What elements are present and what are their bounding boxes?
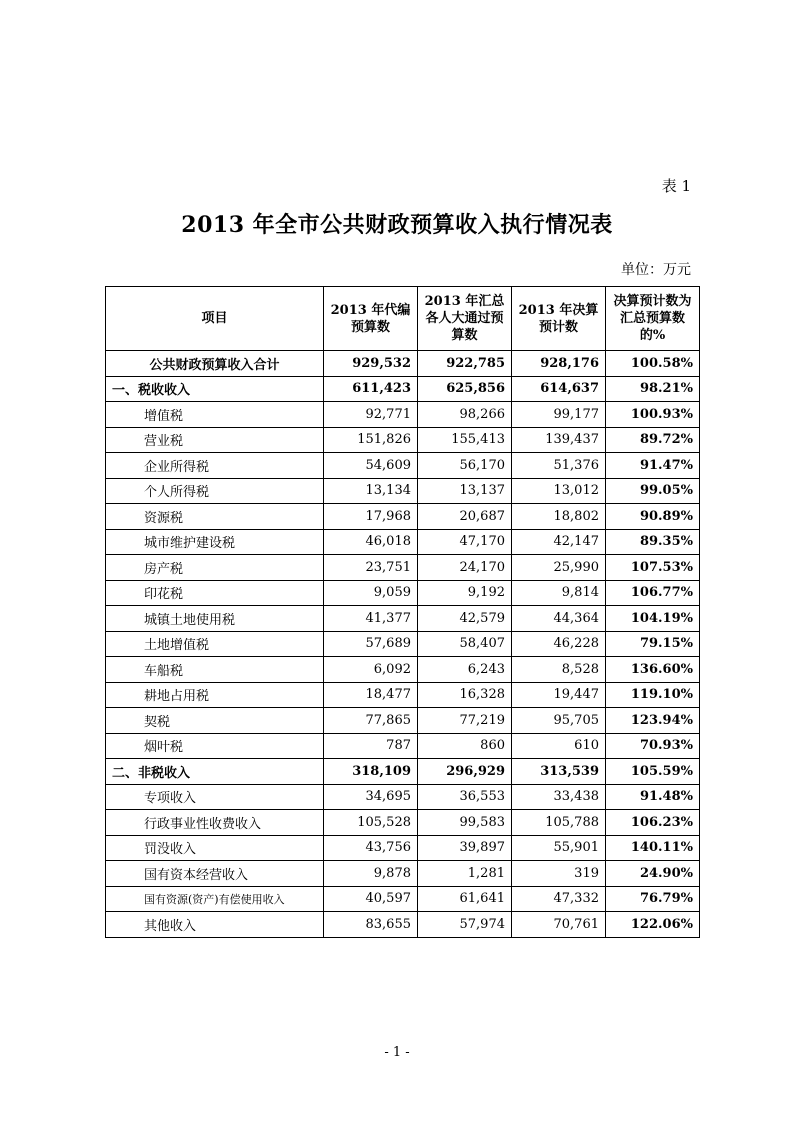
table-row <box>106 810 700 836</box>
final-estimate-value: 95,705 <box>512 708 606 734</box>
header-approved-budget: 2013 年汇总各人大通过预算数 <box>418 287 512 351</box>
final-estimate-value: 46,228 <box>512 631 606 657</box>
row-name: 二、非税收入 <box>106 759 324 785</box>
compiled-budget-value: 34,695 <box>324 784 418 810</box>
table-row <box>106 631 700 657</box>
percentage-value: 98.21% <box>606 376 700 402</box>
table-row <box>106 835 700 861</box>
final-estimate-value: 19,447 <box>512 682 606 708</box>
row-name: 罚没收入 <box>106 835 324 861</box>
approved-budget-value: 57,974 <box>418 912 512 938</box>
approved-budget-value: 98,266 <box>418 402 512 428</box>
approved-budget-value: 860 <box>418 733 512 759</box>
percentage-value: 91.47% <box>606 453 700 479</box>
compiled-budget-value: 6,092 <box>324 657 418 683</box>
compiled-budget-value: 611,423 <box>324 376 418 402</box>
final-estimate-value: 610 <box>512 733 606 759</box>
percentage-value: 79.15% <box>606 631 700 657</box>
row-name: 国有资本经营收入 <box>106 861 324 887</box>
compiled-budget-value: 23,751 <box>324 555 418 581</box>
header-compiled-budget: 2013 年代编预算数 <box>324 287 418 351</box>
row-name: 个人所得税 <box>106 478 324 504</box>
final-estimate-value: 47,332 <box>512 886 606 912</box>
compiled-budget-value: 83,655 <box>324 912 418 938</box>
approved-budget-value: 24,170 <box>418 555 512 581</box>
final-estimate-value: 139,437 <box>512 427 606 453</box>
percentage-value: 76.79% <box>606 886 700 912</box>
percentage-value: 105.59% <box>606 759 700 785</box>
compiled-budget-value: 18,477 <box>324 682 418 708</box>
table-row <box>106 759 700 785</box>
percentage-value: 24.90% <box>606 861 700 887</box>
final-estimate-value: 105,788 <box>512 810 606 836</box>
final-estimate-value: 33,438 <box>512 784 606 810</box>
compiled-budget-value: 105,528 <box>324 810 418 836</box>
approved-budget-value: 20,687 <box>418 504 512 530</box>
header-final-estimate: 2013 年决算预计数 <box>512 287 606 351</box>
row-name: 增值税 <box>106 402 324 428</box>
row-name: 专项收入 <box>106 784 324 810</box>
compiled-budget-value: 787 <box>324 733 418 759</box>
percentage-value: 123.94% <box>606 708 700 734</box>
percentage-value: 104.19% <box>606 606 700 632</box>
table-row <box>106 606 700 632</box>
approved-budget-value: 1,281 <box>418 861 512 887</box>
row-name: 耕地占用税 <box>106 682 324 708</box>
percentage-value: 122.06% <box>606 912 700 938</box>
approved-budget-value: 6,243 <box>418 657 512 683</box>
table-row <box>106 657 700 683</box>
table-row <box>106 886 700 912</box>
approved-budget-value: 58,407 <box>418 631 512 657</box>
final-estimate-value: 70,761 <box>512 912 606 938</box>
row-name: 企业所得税 <box>106 453 324 479</box>
percentage-value: 106.23% <box>606 810 700 836</box>
row-name: 烟叶税 <box>106 733 324 759</box>
approved-budget-value: 61,641 <box>418 886 512 912</box>
approved-budget-value: 296,929 <box>418 759 512 785</box>
final-estimate-value: 44,364 <box>512 606 606 632</box>
table-row <box>106 912 700 938</box>
final-estimate-value: 928,176 <box>512 351 606 377</box>
approved-budget-value: 99,583 <box>418 810 512 836</box>
row-name: 其他收入 <box>106 912 324 938</box>
table-row <box>106 402 700 428</box>
compiled-budget-value: 13,134 <box>324 478 418 504</box>
final-estimate-value: 614,637 <box>512 376 606 402</box>
compiled-budget-value: 17,968 <box>324 504 418 530</box>
percentage-value: 70.93% <box>606 733 700 759</box>
compiled-budget-value: 9,059 <box>324 580 418 606</box>
row-name: 城市维护建设税 <box>106 529 324 555</box>
page-number: - 1 - <box>384 1045 410 1060</box>
percentage-value: 119.10% <box>606 682 700 708</box>
approved-budget-value: 16,328 <box>418 682 512 708</box>
row-name: 公共财政预算收入合计 <box>106 351 324 377</box>
row-name: 房产税 <box>106 555 324 581</box>
header-percentage: 决算预计数为汇总预算数的% <box>606 287 700 351</box>
table-row <box>106 733 700 759</box>
final-estimate-value: 313,539 <box>512 759 606 785</box>
percentage-value: 99.05% <box>606 478 700 504</box>
table-row <box>106 708 700 734</box>
approved-budget-value: 39,897 <box>418 835 512 861</box>
approved-budget-value: 47,170 <box>418 529 512 555</box>
compiled-budget-value: 57,689 <box>324 631 418 657</box>
percentage-value: 136.60% <box>606 657 700 683</box>
table-row <box>106 529 700 555</box>
compiled-budget-value: 318,109 <box>324 759 418 785</box>
table-label: 表 1 <box>661 177 691 195</box>
table-row <box>106 682 700 708</box>
final-estimate-value: 25,990 <box>512 555 606 581</box>
percentage-value: 100.58% <box>606 351 700 377</box>
percentage-value: 107.53% <box>606 555 700 581</box>
compiled-budget-value: 9,878 <box>324 861 418 887</box>
approved-budget-value: 42,579 <box>418 606 512 632</box>
row-name: 车船税 <box>106 657 324 683</box>
final-estimate-value: 55,901 <box>512 835 606 861</box>
approved-budget-value: 77,219 <box>418 708 512 734</box>
budget-table <box>105 286 700 938</box>
final-estimate-value: 18,802 <box>512 504 606 530</box>
approved-budget-value: 36,553 <box>418 784 512 810</box>
percentage-value: 91.48% <box>606 784 700 810</box>
table-row <box>106 555 700 581</box>
row-name: 土地增值税 <box>106 631 324 657</box>
table-row <box>106 453 700 479</box>
compiled-budget-value: 43,756 <box>324 835 418 861</box>
page-title: 2013 年全市公共财政预算收入执行情况表 <box>181 212 613 238</box>
row-name: 契税 <box>106 708 324 734</box>
table-row <box>106 580 700 606</box>
final-estimate-value: 51,376 <box>512 453 606 479</box>
final-estimate-value: 13,012 <box>512 478 606 504</box>
row-name: 印花税 <box>106 580 324 606</box>
compiled-budget-value: 929,532 <box>324 351 418 377</box>
final-estimate-value: 319 <box>512 861 606 887</box>
final-estimate-value: 99,177 <box>512 402 606 428</box>
row-name: 资源税 <box>106 504 324 530</box>
table-row <box>106 351 700 377</box>
table-row <box>106 504 700 530</box>
header-row <box>106 287 700 351</box>
row-name: 国有资源(资产)有偿使用收入 <box>106 886 324 912</box>
approved-budget-value: 56,170 <box>418 453 512 479</box>
final-estimate-value: 42,147 <box>512 529 606 555</box>
percentage-value: 140.11% <box>606 835 700 861</box>
row-name: 一、税收收入 <box>106 376 324 402</box>
approved-budget-value: 155,413 <box>418 427 512 453</box>
percentage-value: 106.77% <box>606 580 700 606</box>
compiled-budget-value: 92,771 <box>324 402 418 428</box>
approved-budget-value: 13,137 <box>418 478 512 504</box>
percentage-value: 90.89% <box>606 504 700 530</box>
table-row <box>106 784 700 810</box>
compiled-budget-value: 77,865 <box>324 708 418 734</box>
compiled-budget-value: 54,609 <box>324 453 418 479</box>
approved-budget-value: 9,192 <box>418 580 512 606</box>
compiled-budget-value: 40,597 <box>324 886 418 912</box>
percentage-value: 100.93% <box>606 402 700 428</box>
table-row <box>106 478 700 504</box>
table-row <box>106 861 700 887</box>
header-item: 项目 <box>106 287 324 351</box>
compiled-budget-value: 46,018 <box>324 529 418 555</box>
final-estimate-value: 8,528 <box>512 657 606 683</box>
final-estimate-value: 9,814 <box>512 580 606 606</box>
approved-budget-value: 625,856 <box>418 376 512 402</box>
percentage-value: 89.35% <box>606 529 700 555</box>
percentage-value: 89.72% <box>606 427 700 453</box>
compiled-budget-value: 41,377 <box>324 606 418 632</box>
unit-label: 单位：万元 <box>621 262 691 278</box>
row-name: 行政事业性收费收入 <box>106 810 324 836</box>
table-row <box>106 427 700 453</box>
compiled-budget-value: 151,826 <box>324 427 418 453</box>
row-name: 城镇土地使用税 <box>106 606 324 632</box>
row-name: 营业税 <box>106 427 324 453</box>
approved-budget-value: 922,785 <box>418 351 512 377</box>
table-row <box>106 376 700 402</box>
